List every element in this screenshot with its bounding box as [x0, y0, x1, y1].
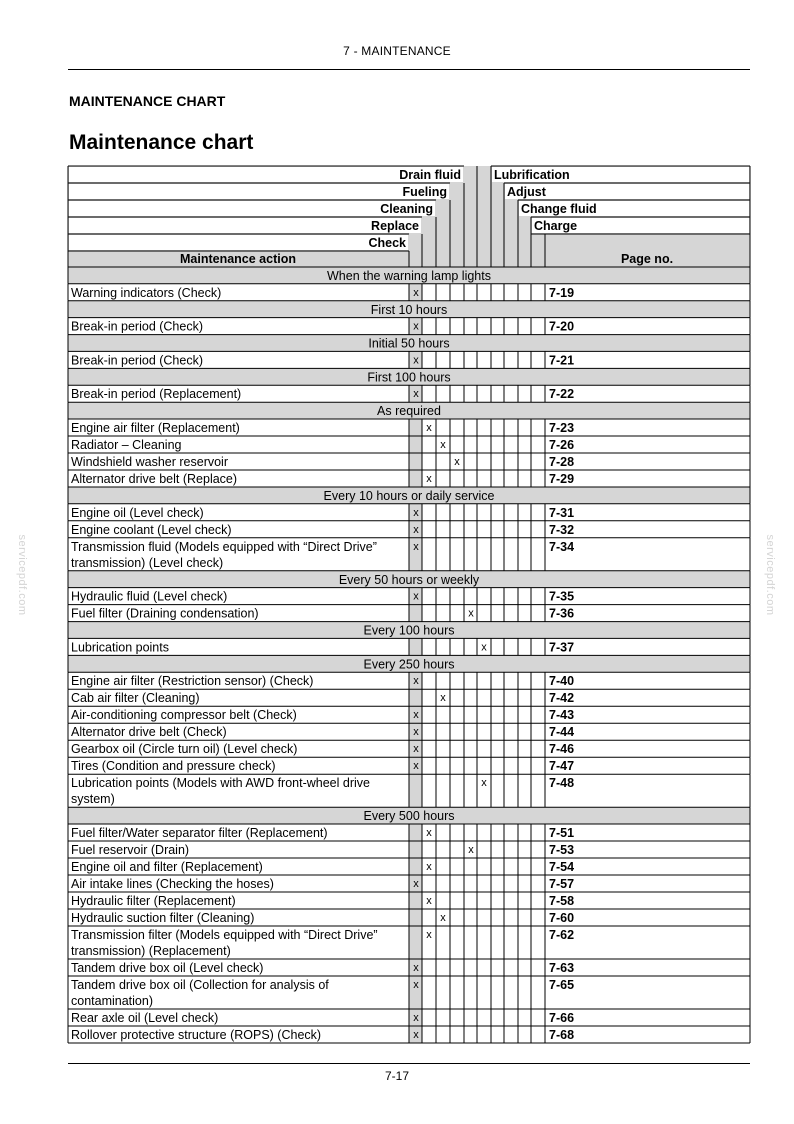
maintenance-action-text: Fuel filter (Draining condensation) [71, 606, 259, 621]
service-mark: x [413, 1012, 419, 1024]
maintenance-action-text: Break-in period (Replacement) [71, 387, 242, 402]
service-mark: x [413, 523, 419, 536]
service-mark: x [426, 895, 432, 907]
maintenance-action-text: Engine air filter (Restriction sensor) (Check) [71, 674, 314, 689]
service-mark: x [481, 777, 487, 790]
check-column-cell [409, 605, 422, 622]
page-ref: 7-40 [549, 674, 575, 689]
maintenance-action-text: Lubrication points [71, 640, 169, 655]
page-ref: 7-57 [549, 877, 575, 891]
section-title: MAINTENANCE CHART [69, 93, 226, 109]
page-ref: 7-22 [549, 387, 575, 402]
page-ref: 7-54 [549, 860, 575, 874]
group-row-label: Every 50 hours or weekly [338, 572, 480, 587]
maintenance-action-text: Engine coolant (Level check) [71, 522, 232, 537]
check-column-cell [409, 638, 422, 655]
page-ref: 7-42 [549, 691, 575, 706]
page-ref: 7-29 [549, 472, 575, 486]
maintenance-action-text: Tires (Condition and pressure check) [71, 759, 276, 774]
maintenance-action-text: Radiator – Cleaning [71, 438, 182, 452]
check-column-cell [409, 436, 422, 453]
service-mark: x [413, 878, 419, 890]
service-mark: x [440, 912, 446, 924]
check-column-cell [409, 892, 422, 909]
service-mark: x [413, 286, 419, 299]
page-ref: 7-28 [549, 455, 575, 469]
check-column-cell [409, 841, 422, 858]
page-ref: 7-21 [549, 353, 575, 368]
check-column-cell [409, 909, 422, 926]
maintenance-action-text: Hydraulic suction filter (Cleaning) [71, 911, 255, 925]
page-ref: 7-60 [549, 911, 575, 925]
maintenance-action-text: Engine oil (Level check) [71, 505, 204, 520]
running-head: 7 - MAINTENANCE [343, 44, 451, 58]
maintenance-action-text: Rear axle oil (Level check) [71, 1011, 219, 1025]
check-column-cell [409, 858, 422, 875]
maintenance-action-text: transmission) (Replacement) [71, 944, 231, 958]
page-ref: 7-20 [549, 319, 575, 334]
maintenance-action-text: Cab air filter (Cleaning) [71, 691, 200, 706]
header-label-change-fluid: Change fluid [521, 202, 597, 216]
group-row-label: First 100 hours [367, 370, 451, 385]
check-column-cell [409, 689, 422, 706]
service-mark: x [426, 861, 432, 873]
header-page-no: Page no. [620, 252, 674, 266]
service-mark: x [413, 709, 419, 722]
service-mark: x [413, 320, 419, 333]
service-mark: x [413, 590, 419, 603]
maintenance-action-text: Tandem drive box oil (Level check) [71, 961, 264, 975]
page-ref: 7-34 [549, 539, 575, 554]
maintenance-action-text: Hydraulic filter (Replacement) [71, 894, 236, 908]
page-ref: 7-51 [549, 826, 575, 840]
service-mark: x [481, 641, 487, 654]
service-mark: x [426, 929, 432, 941]
maintenance-action-text: Windshield washer reservoir [71, 455, 229, 469]
header-cell-left [69, 235, 408, 250]
page-number: 7-17 [384, 1069, 410, 1083]
page-ref: 7-48 [549, 776, 575, 791]
group-row-label: Every 100 hours [363, 623, 455, 638]
header-label-replace: Replace [371, 219, 419, 233]
service-mark: x [413, 388, 419, 401]
page-ref: 7-62 [549, 928, 575, 942]
page-ref: 7-35 [549, 589, 575, 604]
page-ref: 7-37 [549, 640, 575, 655]
service-mark: x [454, 456, 460, 468]
group-row-label: Initial 50 hours [368, 336, 450, 351]
service-mark: x [440, 439, 446, 451]
page-ref: 7-63 [549, 961, 575, 975]
page-ref: 7-36 [549, 606, 575, 621]
header-label-check: Check [368, 236, 406, 250]
header-label-fueling: Fueling [402, 185, 447, 199]
page-ref: 7-19 [549, 285, 575, 300]
maintenance-action-text: Engine oil and filter (Replacement) [71, 860, 263, 874]
maintenance-action-text: transmission) (Level check) [71, 555, 224, 570]
group-row-label: Every 10 hours or daily service [323, 489, 495, 503]
group-row-label: Every 250 hours [363, 657, 455, 672]
header-label-cleaning: Cleaning [380, 202, 433, 216]
service-mark: x [426, 422, 432, 434]
group-row-label: When the warning lamp lights [327, 269, 491, 283]
service-mark: x [413, 760, 419, 773]
service-mark: x [413, 506, 419, 519]
page-title: Maintenance chart [69, 131, 254, 154]
maintenance-action-text: Air intake lines (Checking the hoses) [71, 877, 274, 891]
maintenance-action-text: Engine air filter (Replacement) [71, 421, 240, 435]
service-mark: x [413, 1029, 419, 1041]
service-mark: x [468, 607, 474, 620]
service-mark: x [413, 354, 419, 367]
maintenance-action-text: system) [71, 792, 115, 807]
page-ref: 7-46 [549, 742, 575, 757]
page-ref: 7-53 [549, 843, 575, 857]
page-ref: 7-26 [549, 438, 575, 452]
header-maintenance-action: Maintenance action [180, 252, 296, 266]
maintenance-action-text: Air-conditioning compressor belt (Check) [71, 708, 297, 723]
maintenance-action-text: Break-in period (Check) [71, 353, 203, 368]
header-label-lubrification: Lubrification [494, 168, 570, 182]
maintenance-action-text: Lubrication points (Models with AWD front-wheel drive [71, 776, 370, 791]
check-column-cell [409, 453, 422, 470]
page-ref: 7-44 [549, 725, 575, 740]
service-mark: x [413, 743, 419, 756]
page-ref: 7-65 [549, 978, 575, 992]
check-column-cell [409, 824, 422, 841]
watermark-left: servicepdf.com [16, 534, 28, 616]
group-row-label: Every 500 hours [363, 809, 455, 824]
service-mark: x [413, 540, 419, 553]
bottom-rule [68, 1063, 750, 1064]
header-label-adjust: Adjust [507, 185, 546, 199]
maintenance-action-text: Fuel filter/Water separator filter (Replacement) [71, 826, 328, 840]
page-ref: 7-23 [549, 421, 575, 435]
maintenance-action-text: Transmission filter (Models equipped with “Direct Drive” [71, 928, 378, 942]
page-ref: 7-68 [549, 1028, 575, 1042]
maintenance-action-text: Rollover protective structure (ROPS) (Check) [71, 1028, 322, 1042]
maintenance-action-text: Gearbox oil (Circle turn oil) (Level check) [71, 742, 298, 757]
check-column-cell [409, 774, 422, 807]
service-mark: x [468, 844, 474, 856]
header-label-charge: Charge [534, 219, 578, 233]
maintenance-action-text: Hydraulic fluid (Level check) [71, 589, 228, 604]
page-ref: 7-47 [549, 759, 575, 774]
service-mark: x [413, 962, 419, 974]
header-cell-left [69, 184, 449, 199]
check-column-cell [409, 470, 422, 487]
group-row-label: As required [377, 404, 441, 419]
service-mark: x [426, 827, 432, 839]
service-mark: x [440, 692, 446, 705]
page-ref: 7-66 [549, 1011, 575, 1025]
check-column-cell [409, 419, 422, 436]
service-mark: x [413, 726, 419, 739]
maintenance-action-text: Fuel reservoir (Drain) [71, 843, 190, 857]
page-ref: 7-43 [549, 708, 575, 723]
header-label-drain-fluid: Drain fluid [399, 168, 461, 182]
maintenance-action-text: contamination) [71, 994, 153, 1008]
page-ref: 7-32 [549, 522, 575, 537]
service-mark: x [426, 473, 432, 485]
maintenance-action-text: Alternator drive belt (Replace) [71, 472, 238, 486]
header-cell-left [69, 218, 421, 233]
service-mark: x [413, 675, 419, 688]
page-ref: 7-58 [549, 894, 575, 908]
watermark-right: servicepdf.com [764, 534, 776, 616]
maintenance-action-text: Alternator drive belt (Check) [71, 725, 227, 740]
page-ref: 7-31 [549, 505, 575, 520]
group-row-label: First 10 hours [370, 302, 448, 317]
maintenance-action-text: Break-in period (Check) [71, 319, 203, 334]
service-mark: x [413, 979, 419, 991]
maintenance-action-text: Tandem drive box oil (Collection for analysis of [71, 978, 329, 992]
maintenance-action-text: Transmission fluid (Models equipped with “Direct Drive” [71, 539, 377, 554]
maintenance-action-text: Warning indicators (Check) [71, 285, 222, 300]
check-column-cell [409, 926, 422, 959]
